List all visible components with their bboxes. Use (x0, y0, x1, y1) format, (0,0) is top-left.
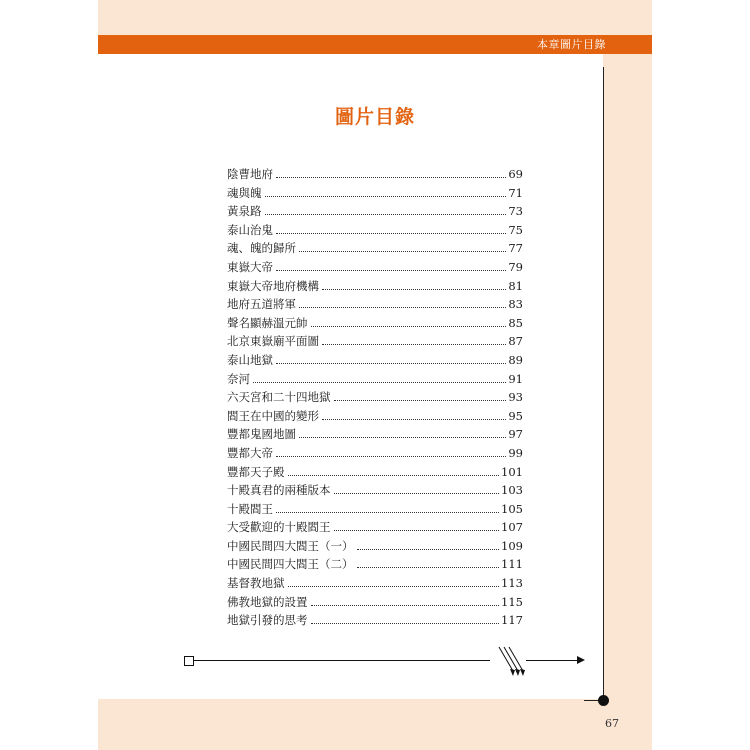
nav-line-right (526, 660, 578, 661)
toc-entry-page: 107 (501, 520, 523, 535)
toc-entry-page: 101 (501, 464, 523, 479)
toc-entry-title: 閻王在中國的變形 (227, 408, 319, 423)
toc-entry-title: 泰山治鬼 (227, 222, 273, 237)
toc-dot-leader (311, 325, 507, 327)
toc-dot-leader (299, 250, 506, 252)
toc-entry (227, 296, 523, 315)
toc-entry-title: 魂與魄 (227, 185, 262, 200)
toc-entry-page: 109 (501, 538, 523, 553)
toc-dot-leader (265, 195, 507, 197)
toc-entry-title: 中國民間四大閻王（一） (227, 538, 354, 553)
toc-dot-leader (276, 511, 499, 513)
toc-entry-title: 十殿真君的兩種版本 (227, 483, 331, 498)
toc-entry (227, 519, 523, 538)
arrowhead-icon (577, 656, 585, 664)
toc-entry-page: 79 (508, 259, 523, 274)
toc-entry (227, 222, 523, 241)
toc-entry (227, 594, 523, 613)
toc-entry-title: 泰山地獄 (227, 352, 273, 367)
toc-entry-page: 105 (501, 501, 523, 516)
toc-entry-title: 佛教地獄的設置 (227, 594, 308, 609)
toc-dot-leader (334, 399, 507, 401)
square-marker-icon (184, 656, 194, 666)
toc-dot-leader (357, 548, 500, 550)
toc-entry-page: 95 (508, 408, 523, 423)
toc-dot-leader (322, 343, 506, 345)
toc-entry-title: 魂、魄的歸所 (227, 241, 296, 256)
toc-entry-title: 黃泉路 (227, 204, 262, 219)
toc-entry (227, 166, 523, 185)
toc-entry-page: 99 (508, 445, 523, 460)
toc-dot-leader (299, 436, 506, 438)
toc-entry (227, 426, 523, 445)
toc-entry (227, 203, 523, 222)
toc-entry (227, 612, 523, 631)
toc-entry-page: 77 (508, 241, 523, 256)
toc-entry (227, 240, 523, 259)
toc-entry-title: 地獄引發的思考 (227, 613, 308, 628)
toc-entry (227, 538, 523, 557)
toc-entry-page: 93 (508, 390, 523, 405)
toc-dot-leader (334, 492, 500, 494)
toc-entry-page: 75 (508, 222, 523, 237)
toc-entry-page: 69 (508, 167, 523, 181)
page-number: 67 (605, 717, 619, 730)
toc-entry-page: 73 (508, 204, 523, 219)
toc-dot-leader (311, 604, 500, 606)
toc-entry (227, 464, 523, 483)
toc-entry-title: 豐都鬼國地圖 (227, 427, 296, 442)
toc-dot-leader (276, 176, 506, 178)
toc-dot-leader (311, 622, 500, 624)
right-border-rule (603, 67, 604, 701)
triple-arrow-icon (496, 645, 526, 679)
toc-entry-title: 東嶽大帝地府機構 (227, 278, 319, 293)
toc-entry-page: 71 (508, 185, 523, 200)
toc-entry (227, 482, 523, 501)
toc-entry-page: 81 (508, 278, 523, 293)
toc-dot-leader (357, 566, 500, 568)
toc-entry (227, 371, 523, 390)
toc-dot-leader (276, 269, 506, 271)
toc-entry-title: 基督教地獄 (227, 576, 285, 591)
toc-entry-title: 豐都大帝 (227, 445, 273, 460)
toc-entry-title: 中國民間四大閻王（二） (227, 557, 354, 572)
toc-entry-page: 113 (501, 576, 523, 591)
toc-entry-title: 東嶽大帝 (227, 259, 273, 274)
toc-entry-page: 83 (508, 297, 523, 312)
toc-dot-leader (253, 381, 506, 383)
toc-dot-leader (334, 529, 500, 531)
toc-entry-title: 大受歡迎的十殿閻王 (227, 520, 331, 535)
toc-dot-leader (265, 213, 507, 215)
toc-entry (227, 575, 523, 594)
toc-entry-title: 豐都天子殿 (227, 464, 285, 479)
toc-dot-leader (276, 362, 506, 364)
toc-entry-page: 115 (501, 594, 523, 609)
nav-line-left (194, 660, 490, 661)
page-title: 圖片目錄 (334, 106, 415, 128)
toc-entry-page: 111 (501, 557, 523, 572)
toc-entry (227, 333, 523, 352)
toc-entry-title: 六天宮和二十四地獄 (227, 390, 331, 405)
header-bar (98, 35, 652, 54)
toc-entry-title: 聲名顯赫溫元帥 (227, 315, 308, 330)
toc-dot-leader (276, 455, 506, 457)
toc-entry (227, 278, 523, 297)
toc-entry-page: 97 (508, 427, 523, 442)
toc-entry-page: 103 (501, 483, 523, 498)
toc-entry-title: 十殿閻王 (227, 501, 273, 516)
corner-dot-icon (598, 695, 609, 706)
toc-entry (227, 352, 523, 371)
toc-entry (227, 259, 523, 278)
toc-entry-title: 北京東嶽廟平面圖 (227, 334, 319, 349)
toc-dot-leader (299, 306, 506, 308)
toc-dot-leader (276, 232, 506, 234)
toc-entry-page: 117 (501, 613, 523, 628)
toc-dot-leader (288, 474, 500, 476)
toc-dot-leader (322, 418, 506, 420)
toc-list (227, 166, 523, 631)
toc-entry-page: 91 (508, 371, 523, 386)
toc-entry-title: 地府五道將軍 (227, 297, 296, 312)
toc-entry (227, 445, 523, 464)
toc-dot-leader (288, 585, 500, 587)
toc-entry-page: 85 (508, 315, 523, 330)
toc-entry-page: 87 (508, 334, 523, 349)
toc-entry (227, 408, 523, 427)
toc-entry (227, 315, 523, 334)
toc-entry-page: 89 (508, 352, 523, 367)
toc-entry-title: 陰曹地府 (227, 167, 273, 181)
toc-entry (227, 185, 523, 204)
toc-entry (227, 556, 523, 575)
toc-entry (227, 389, 523, 408)
toc-entry-title: 奈河 (227, 371, 250, 386)
toc-entry (227, 501, 523, 520)
toc-dot-leader (322, 288, 506, 290)
section-label: 本章圖片目錄 (537, 38, 606, 51)
